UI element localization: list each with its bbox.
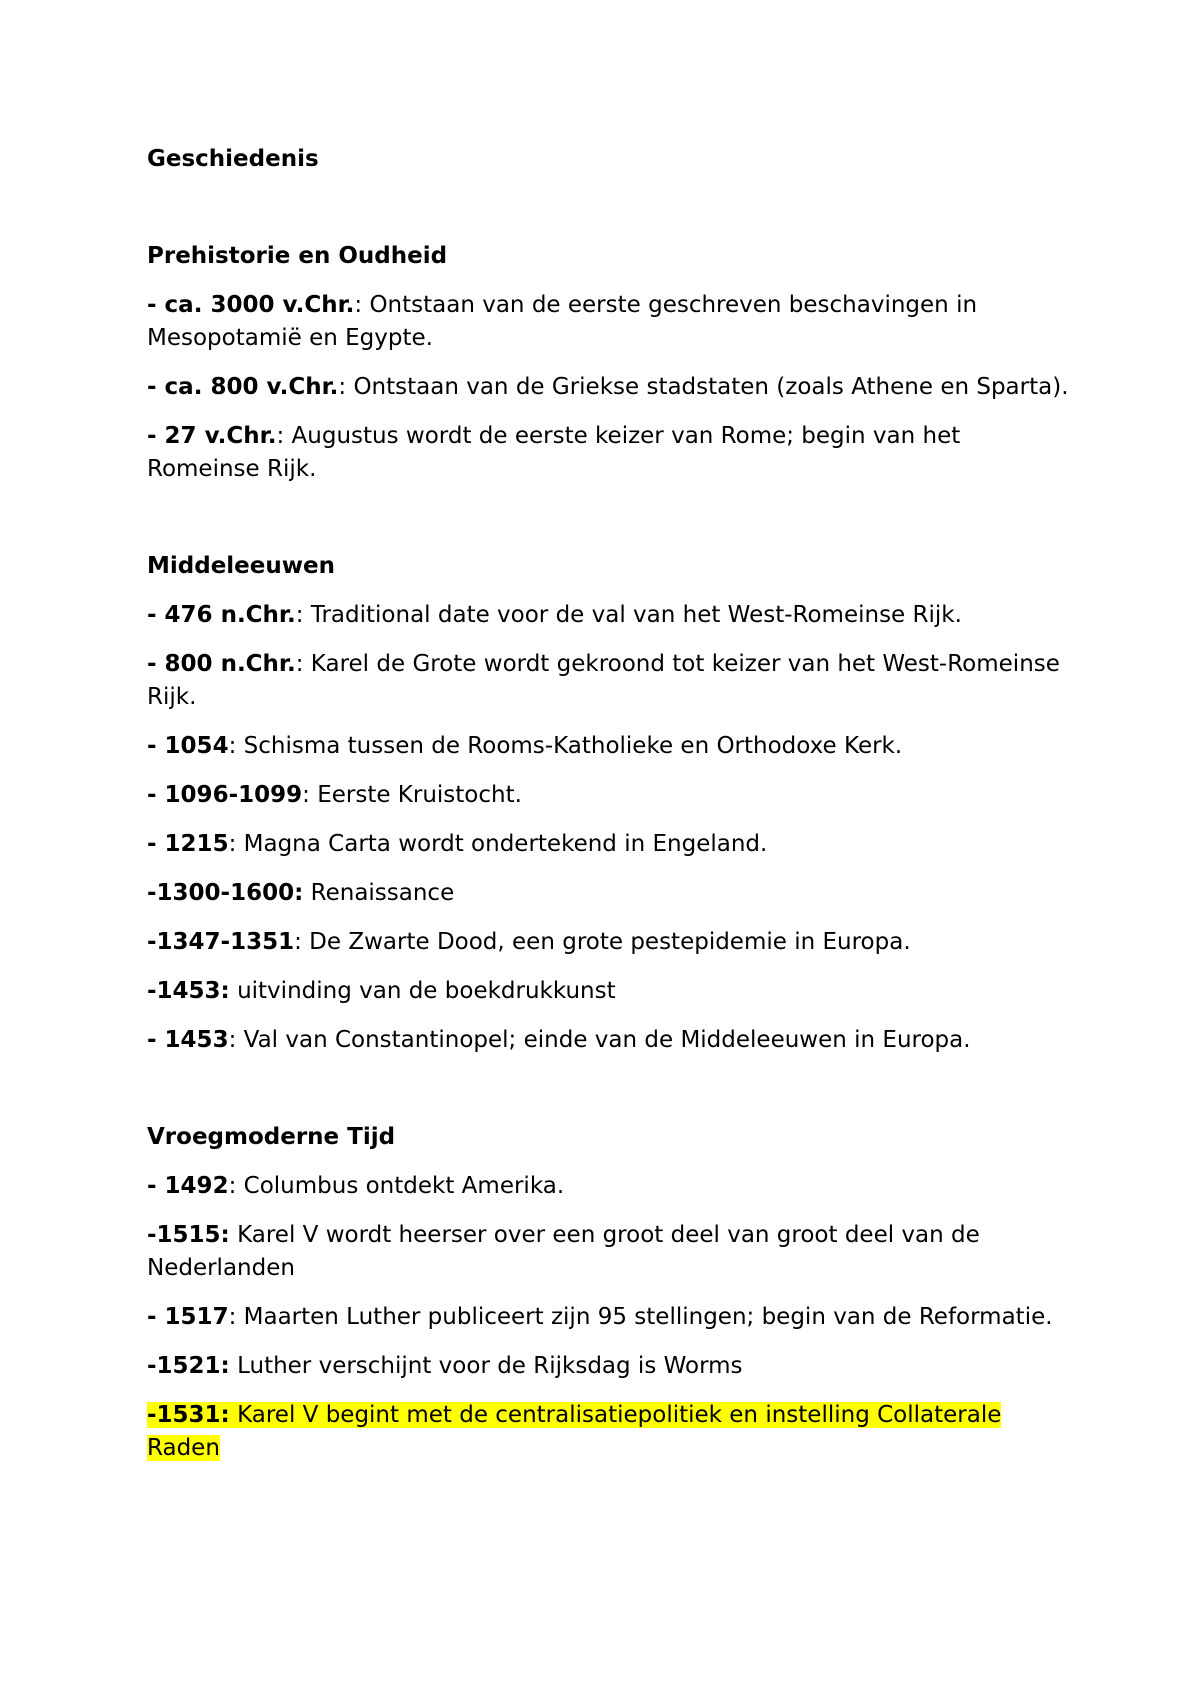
timeline-entry <box>147 926 1077 959</box>
entry-date: -1453: <box>147 978 230 1004</box>
entry-text: Renaissance <box>303 880 455 906</box>
timeline-entry <box>147 1301 1077 1334</box>
entry-text: : Eerste Kruistocht. <box>302 782 522 808</box>
entry-text: Luther verschijnt voor de Rijksdag is Worms <box>229 1353 743 1379</box>
entry-text: : Ontstaan van de Griekse stadstaten (zoals Athene en Sparta). <box>338 374 1069 400</box>
document-body <box>147 143 1077 1481</box>
entry-text: : Magna Carta wordt ondertekend in Engeland. <box>228 831 768 857</box>
timeline-entry <box>147 975 1077 1008</box>
entry-text: : Traditional date voor de val van het West-Romeinse Rijk. <box>295 602 962 628</box>
timeline-entry <box>147 1024 1077 1057</box>
entry-text: : Ontstaan van de eerste geschreven beschavingen in Mesopotamië en Egypte. <box>147 292 978 351</box>
entry-date: -1521: <box>147 1353 230 1379</box>
entry-date: - 1054 <box>147 733 229 759</box>
section-heading: Prehistorie en Oudheid <box>147 243 448 269</box>
entry-text: : Karel de Grote wordt gekroond tot keizer van het West-Romeinse Rijk. <box>147 651 1060 710</box>
timeline-entry <box>147 779 1077 812</box>
timeline-entry <box>147 730 1077 763</box>
timeline-entry <box>147 1170 1077 1203</box>
timeline-entry <box>147 1219 1077 1285</box>
timeline-entry <box>147 371 1077 404</box>
timeline-entry <box>147 599 1077 632</box>
timeline-entry <box>147 828 1077 861</box>
document-title: Geschiedenis <box>147 146 319 172</box>
entry-date: -1300-1600: <box>147 880 304 906</box>
section-vroegmoderne-tijd <box>147 1121 1077 1465</box>
entry-text: : Columbus ontdekt Amerika. <box>228 1173 565 1199</box>
entry-date: - 1215 <box>147 831 229 857</box>
section-prehistorie <box>147 240 1077 486</box>
entry-text: Karel V wordt heerser over een groot deel van groot deel van de Nederlanden <box>147 1222 980 1281</box>
section-heading: Vroegmoderne Tijd <box>147 1124 396 1150</box>
entry-text: : Schisma tussen de Rooms-Katholieke en Orthodoxe Kerk. <box>228 733 903 759</box>
entry-text: Karel V begint met de centralisatiepolitiek en instelling Collaterale Raden <box>147 1402 1002 1461</box>
entry-date: - 1096-1099 <box>147 782 303 808</box>
highlighted-timeline-entry <box>147 1399 1077 1465</box>
entry-date: -1515: <box>147 1222 230 1248</box>
entry-date: - 476 n.Chr. <box>147 602 296 628</box>
timeline-entry <box>147 877 1077 910</box>
timeline-entry <box>147 648 1077 714</box>
entry-date: - 1453 <box>147 1027 229 1053</box>
timeline-entry <box>147 1350 1077 1383</box>
entry-date: - 1517 <box>147 1304 229 1330</box>
timeline-entry <box>147 420 1077 486</box>
entry-date: - ca. 800 v.Chr. <box>147 374 339 400</box>
section-middeleeuwen <box>147 550 1077 1057</box>
entry-date: -1531: <box>147 1402 230 1428</box>
entry-text: : Maarten Luther publiceert zijn 95 stellingen; begin van de Reformatie. <box>228 1304 1053 1330</box>
entry-date: - 27 v.Chr. <box>147 423 277 449</box>
entry-text: : De Zwarte Dood, een grote pestepidemie in Europa. <box>294 929 911 955</box>
entry-text: : Val van Constantinopel; einde van de Middeleeuwen in Europa. <box>228 1027 971 1053</box>
entry-date: -1347-1351 <box>147 929 295 955</box>
timeline-entry <box>147 289 1077 355</box>
section-heading: Middeleeuwen <box>147 553 335 579</box>
entry-text: : Augustus wordt de eerste keizer van Rome; begin van het Romeinse Rijk. <box>147 423 961 482</box>
entry-date: - 800 n.Chr. <box>147 651 296 677</box>
entry-date: - 1492 <box>147 1173 229 1199</box>
entry-text: uitvinding van de boekdrukkunst <box>229 978 616 1004</box>
entry-date: - ca. 3000 v.Chr. <box>147 292 355 318</box>
